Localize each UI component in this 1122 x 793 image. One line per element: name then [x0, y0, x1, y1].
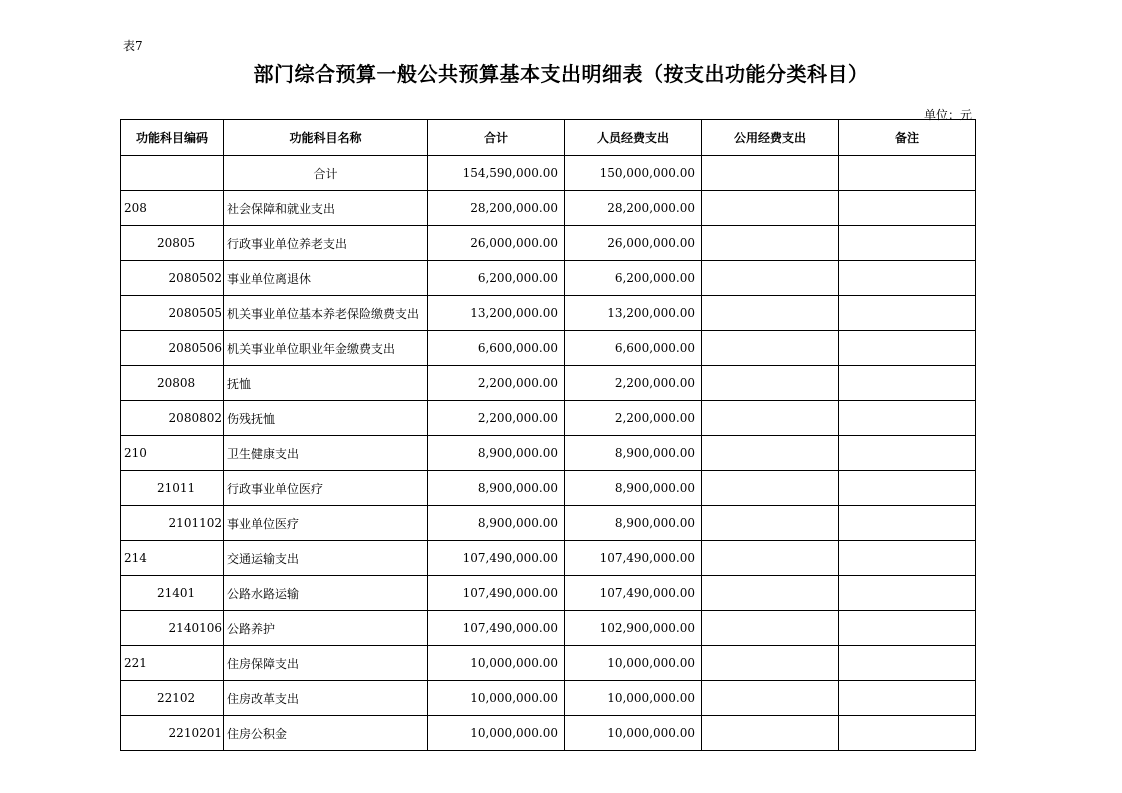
cell-total: 2,200,000.00 — [428, 366, 565, 401]
cell-total: 2,200,000.00 — [428, 401, 565, 436]
cell-total: 8,900,000.00 — [428, 506, 565, 541]
budget-table — [120, 119, 976, 751]
table-body — [121, 156, 976, 751]
cell-code: 208 — [121, 191, 224, 226]
cell-note — [839, 226, 976, 261]
cell-total: 107,490,000.00 — [428, 576, 565, 611]
cell-note — [839, 576, 976, 611]
table-row — [121, 541, 976, 576]
cell-total: 10,000,000.00 — [428, 681, 565, 716]
header-row — [121, 120, 976, 156]
cell-note — [839, 681, 976, 716]
cell-public — [702, 366, 839, 401]
cell-name: 住房保障支出 — [224, 646, 428, 681]
cell-public — [702, 611, 839, 646]
cell-total: 8,900,000.00 — [428, 471, 565, 506]
table-row — [121, 506, 976, 541]
cell-public — [702, 191, 839, 226]
cell-personnel: 107,490,000.00 — [565, 576, 702, 611]
cell-total: 6,600,000.00 — [428, 331, 565, 366]
cell-note — [839, 366, 976, 401]
cell-code: 2080506 — [121, 331, 224, 366]
cell-public — [702, 646, 839, 681]
cell-code: 20808 — [121, 366, 224, 401]
cell-name: 住房公积金 — [224, 716, 428, 751]
table-row — [121, 681, 976, 716]
cell-total: 28,200,000.00 — [428, 191, 565, 226]
cell-name: 行政事业单位养老支出 — [224, 226, 428, 261]
cell-note — [839, 261, 976, 296]
cell-code: 20805 — [121, 226, 224, 261]
cell-name: 合计 — [224, 156, 428, 191]
cell-code: 221 — [121, 646, 224, 681]
cell-note — [839, 191, 976, 226]
table-row — [121, 646, 976, 681]
cell-code: 2080505 — [121, 296, 224, 331]
cell-name: 公路水路运输 — [224, 576, 428, 611]
header-name: 功能科目名称 — [224, 120, 428, 156]
cell-name: 社会保障和就业支出 — [224, 191, 428, 226]
cell-public — [702, 401, 839, 436]
cell-note — [839, 296, 976, 331]
cell-name: 机关事业单位职业年金缴费支出 — [224, 331, 428, 366]
cell-personnel: 102,900,000.00 — [565, 611, 702, 646]
cell-note — [839, 716, 976, 751]
table-row — [121, 366, 976, 401]
cell-public — [702, 261, 839, 296]
table-row — [121, 716, 976, 751]
cell-personnel: 13,200,000.00 — [565, 296, 702, 331]
cell-personnel: 2,200,000.00 — [565, 401, 702, 436]
cell-personnel: 10,000,000.00 — [565, 646, 702, 681]
table-row — [121, 331, 976, 366]
table-row — [121, 471, 976, 506]
cell-name: 事业单位医疗 — [224, 506, 428, 541]
header-total: 合计 — [428, 120, 565, 156]
table-row — [121, 436, 976, 471]
cell-total: 10,000,000.00 — [428, 646, 565, 681]
cell-code: 21011 — [121, 471, 224, 506]
cell-code: 2140106 — [121, 611, 224, 646]
header-note: 备注 — [839, 120, 976, 156]
cell-total: 13,200,000.00 — [428, 296, 565, 331]
cell-personnel: 8,900,000.00 — [565, 436, 702, 471]
cell-code: 2080502 — [121, 261, 224, 296]
cell-code: 2210201 — [121, 716, 224, 751]
cell-total: 8,900,000.00 — [428, 436, 565, 471]
cell-personnel: 8,900,000.00 — [565, 506, 702, 541]
cell-code — [121, 156, 224, 191]
table-row — [121, 296, 976, 331]
table-row — [121, 576, 976, 611]
cell-personnel: 150,000,000.00 — [565, 156, 702, 191]
cell-personnel: 107,490,000.00 — [565, 541, 702, 576]
cell-total: 6,200,000.00 — [428, 261, 565, 296]
cell-note — [839, 646, 976, 681]
header-public: 公用经费支出 — [702, 120, 839, 156]
cell-code: 214 — [121, 541, 224, 576]
cell-note — [839, 436, 976, 471]
cell-code: 22102 — [121, 681, 224, 716]
table-row — [121, 261, 976, 296]
cell-personnel: 10,000,000.00 — [565, 681, 702, 716]
cell-code: 21401 — [121, 576, 224, 611]
cell-name: 行政事业单位医疗 — [224, 471, 428, 506]
cell-public — [702, 541, 839, 576]
cell-note — [839, 471, 976, 506]
cell-name: 住房改革支出 — [224, 681, 428, 716]
cell-total: 26,000,000.00 — [428, 226, 565, 261]
cell-public — [702, 576, 839, 611]
cell-public — [702, 471, 839, 506]
cell-personnel: 6,200,000.00 — [565, 261, 702, 296]
table-number: 表7 — [123, 39, 143, 53]
cell-public — [702, 331, 839, 366]
cell-public — [702, 436, 839, 471]
cell-total: 107,490,000.00 — [428, 541, 565, 576]
cell-public — [702, 296, 839, 331]
cell-public — [702, 156, 839, 191]
table-row — [121, 611, 976, 646]
cell-note — [839, 541, 976, 576]
cell-public — [702, 716, 839, 751]
cell-public — [702, 681, 839, 716]
table-row — [121, 226, 976, 261]
cell-code: 2080802 — [121, 401, 224, 436]
cell-personnel: 26,000,000.00 — [565, 226, 702, 261]
unit-label: 单位：元 — [923, 108, 972, 122]
cell-name: 事业单位离退休 — [224, 261, 428, 296]
cell-note — [839, 401, 976, 436]
cell-personnel: 2,200,000.00 — [565, 366, 702, 401]
page-title: 部门综合预算一般公共预算基本支出明细表（按支出功能分类科目） — [253, 62, 869, 86]
cell-total: 154,590,000.00 — [428, 156, 565, 191]
cell-code: 2101102 — [121, 506, 224, 541]
cell-personnel: 8,900,000.00 — [565, 471, 702, 506]
cell-note — [839, 331, 976, 366]
cell-name: 公路养护 — [224, 611, 428, 646]
cell-public — [702, 226, 839, 261]
cell-note — [839, 156, 976, 191]
cell-personnel: 10,000,000.00 — [565, 716, 702, 751]
cell-name: 机关事业单位基本养老保险缴费支出 — [224, 296, 428, 331]
cell-name: 交通运输支出 — [224, 541, 428, 576]
cell-code: 210 — [121, 436, 224, 471]
cell-total: 107,490,000.00 — [428, 611, 565, 646]
cell-personnel: 6,600,000.00 — [565, 331, 702, 366]
cell-total: 10,000,000.00 — [428, 716, 565, 751]
header-personnel: 人员经费支出 — [565, 120, 702, 156]
cell-name: 伤残抚恤 — [224, 401, 428, 436]
table-row — [121, 191, 976, 226]
table-row — [121, 401, 976, 436]
cell-personnel: 28,200,000.00 — [565, 191, 702, 226]
table-row — [121, 156, 976, 191]
cell-public — [702, 506, 839, 541]
cell-note — [839, 506, 976, 541]
cell-name: 卫生健康支出 — [224, 436, 428, 471]
header-code: 功能科目编码 — [121, 120, 224, 156]
cell-note — [839, 611, 976, 646]
cell-name: 抚恤 — [224, 366, 428, 401]
